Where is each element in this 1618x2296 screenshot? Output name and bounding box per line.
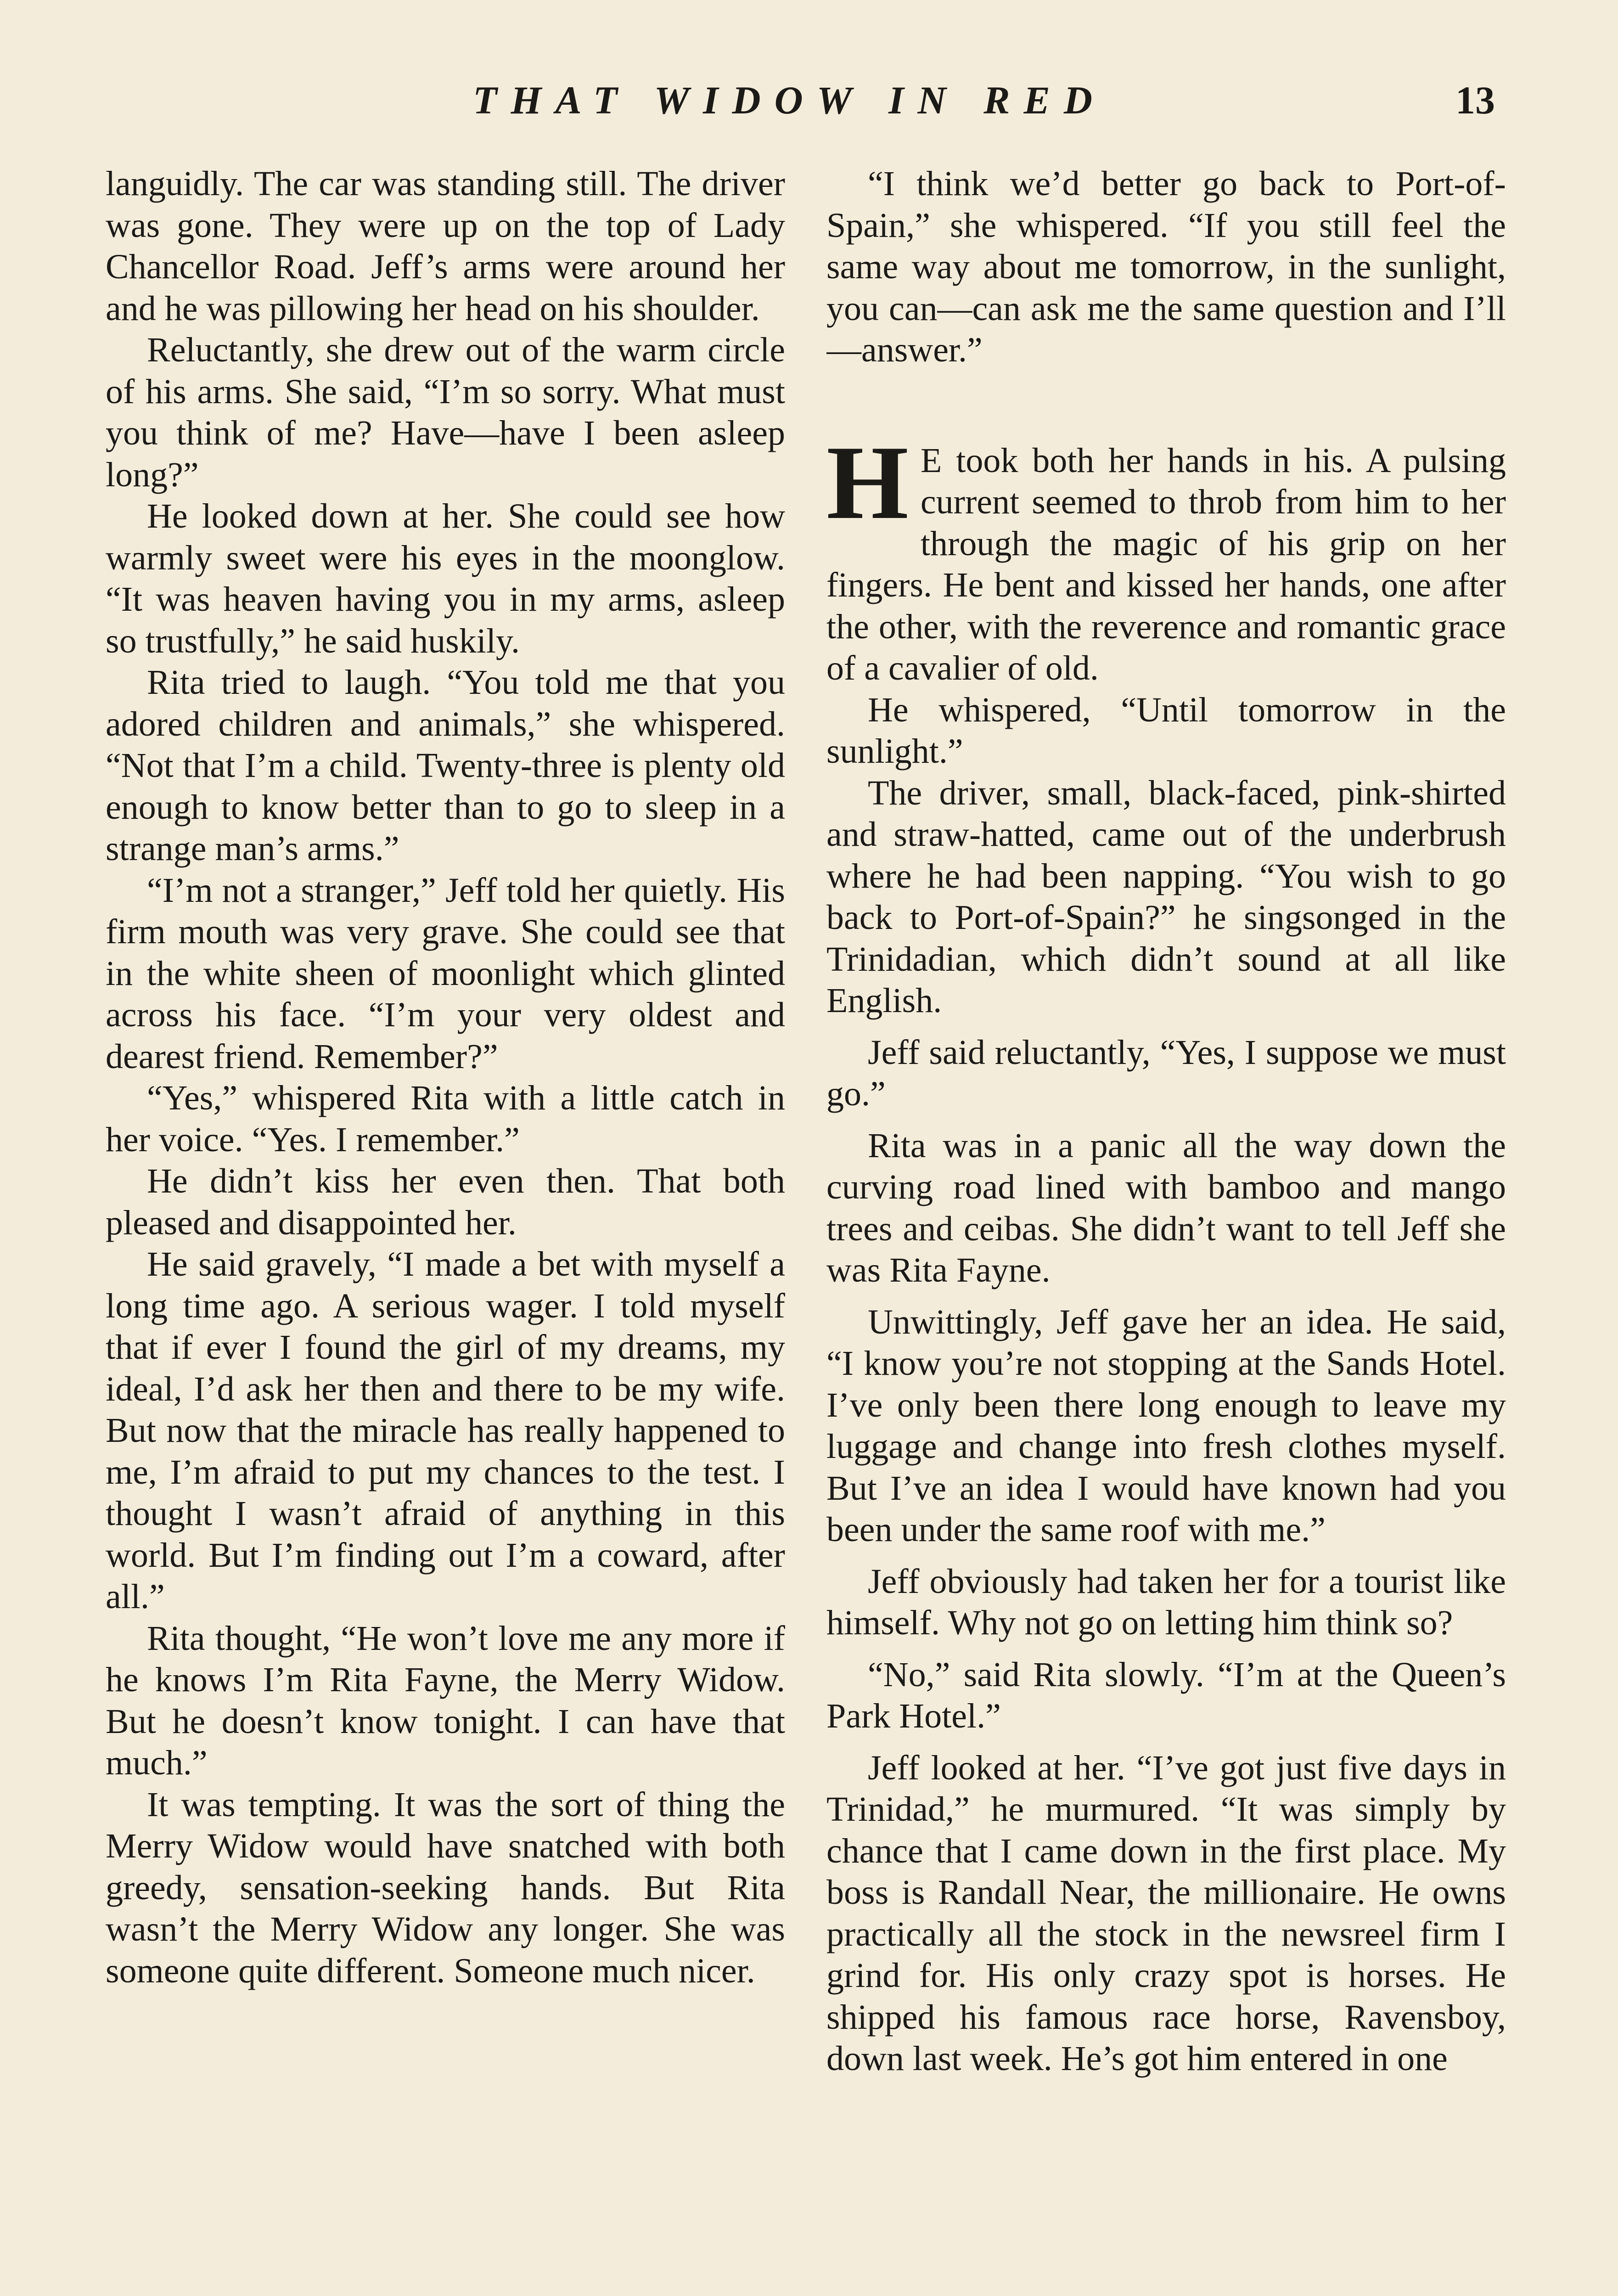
running-title: THAT WIDOW IN RED (473, 78, 1106, 122)
page-header (0, 69, 1618, 133)
dropcap-paragraph-text: E took both her hands in his. A pulsing current seemed to throb from him to her through the magic of his grip on her fingers. He bent and kissed her hands, one after the other, with the reverence and romantic grace of a cavalier of old. (826, 441, 1506, 687)
paragraph: The driver, small, black-faced, pink-shirted and straw-hatted, came out of the underbrush where he had been napping. “You wish to go back to Port-of-Spain?” he singsonged in the Trinidadian, which didn’t sound at all like English. (826, 773, 1506, 1020)
page-number: 13 (1455, 78, 1495, 122)
paragraph: Reluctantly, she drew out of the warm circle of his arms. She said, “I’m so sorry. What must you think of me? Have—have I been asleep long?” (106, 331, 785, 494)
drop-cap: H (826, 423, 909, 541)
paragraph: Rita was in a panic all the way down the curving road lined with bamboo and mango trees and ceibas. She didn’t want to tell Jeff she was Rita Fayne. (826, 1126, 1506, 1289)
dropcap-paragraph (826, 423, 1506, 689)
paragraph: “No,” said Rita slowly. “I’m at the Queen’s Park Hotel.” (826, 1655, 1506, 1735)
paragraph: “Yes,” whispered Rita with a little catch in her voice. “Yes. I remember.” (106, 1079, 785, 1159)
paragraph: Rita thought, “He won’t love me any more if he knows I’m Rita Fayne, the Merry Widow. But he doesn’t know tonight. I can have that much.” (106, 1619, 785, 1782)
paragraph: Jeff obviously had taken her for a tourist like himself. Why not go on letting him think so? (826, 1562, 1506, 1642)
left-column (106, 163, 785, 2296)
paragraph: It was tempting. It was the sort of thing the Merry Widow would have snatched with both greedy, sensation-seeking hands. But Rita wasn’t the Merry Widow any longer. She was someone quite different. Someone much nicer. (106, 1785, 785, 1990)
paragraph: Unwittingly, Jeff gave her an idea. He said, “I know you’re not stopping at the Sands Hotel. I’ve only been there long enough to leave my luggage and change into fresh clothes myself. But I’ve an idea I would have known had you been under the same roof with me.” (826, 1302, 1506, 1549)
paragraph: Jeff looked at her. “I’ve got just five days in Trinidad,” he murmured. “It was simply by chance that I came down in the first place. My boss is Randall Near, the millionaire. He owns practically all the stock in the newsreel firm I grind for. His only crazy spot is horses. He shipped his famous race horse, Ravensboy, down last week. He’s got him entered in one (826, 1748, 1506, 2078)
paragraph: “I’m not a stranger,” Jeff told her quietly. His firm mouth was very grave. She could see that in the white sheen of moonlight which glinted across his face. “I’m your very oldest and dearest friend. Remember?” (106, 871, 785, 1076)
paragraph: Rita tried to laugh. “You told me that you adored children and animals,” she whispered. “Not that I’m a child. Twenty-three is plenty old enough to know better than to go to sleep in a strange man’s arms.” (106, 663, 785, 868)
paragraph: Jeff said reluctantly, “Yes, I suppose we must go.” (826, 1033, 1506, 1113)
paragraph: “I think we’d better go back to Port-of-Spain,” she whispered. “If you still feel the same way about me tomorrow, in the sunlight, you can—can ask me the same question and I’ll—answer.” (826, 164, 1506, 369)
right-column (826, 163, 1506, 2296)
paragraph: He whispered, “Until tomorrow in the sunlight.” (826, 690, 1506, 771)
paragraph: He didn’t kiss her even then. That both pleased and disappointed her. (106, 1162, 785, 1242)
paragraph: He said gravely, “I made a bet with myself a long time ago. A serious wager. I told myself that if ever I found the girl of my dreams, my ideal, I’d ask her then and there to be my wife. But now that the miracle has really happened to me, I’m afraid to put my chances to the test. I thought I wasn’t afraid of anything in this world. But I’m finding out I’m a coward, after all.” (106, 1245, 785, 1616)
paragraph: languidly. The car was standing still. The driver was gone. They were up on the top of Lady Chancellor Road. Jeff’s arms were around her and he was pillowing her head on his shoulder. (106, 164, 785, 328)
paragraph: He looked down at her. She could see how warmly sweet were his eyes in the moonglow. “It was heaven having you in my arms, asleep so trustfully,” he said huskily. (106, 497, 785, 660)
